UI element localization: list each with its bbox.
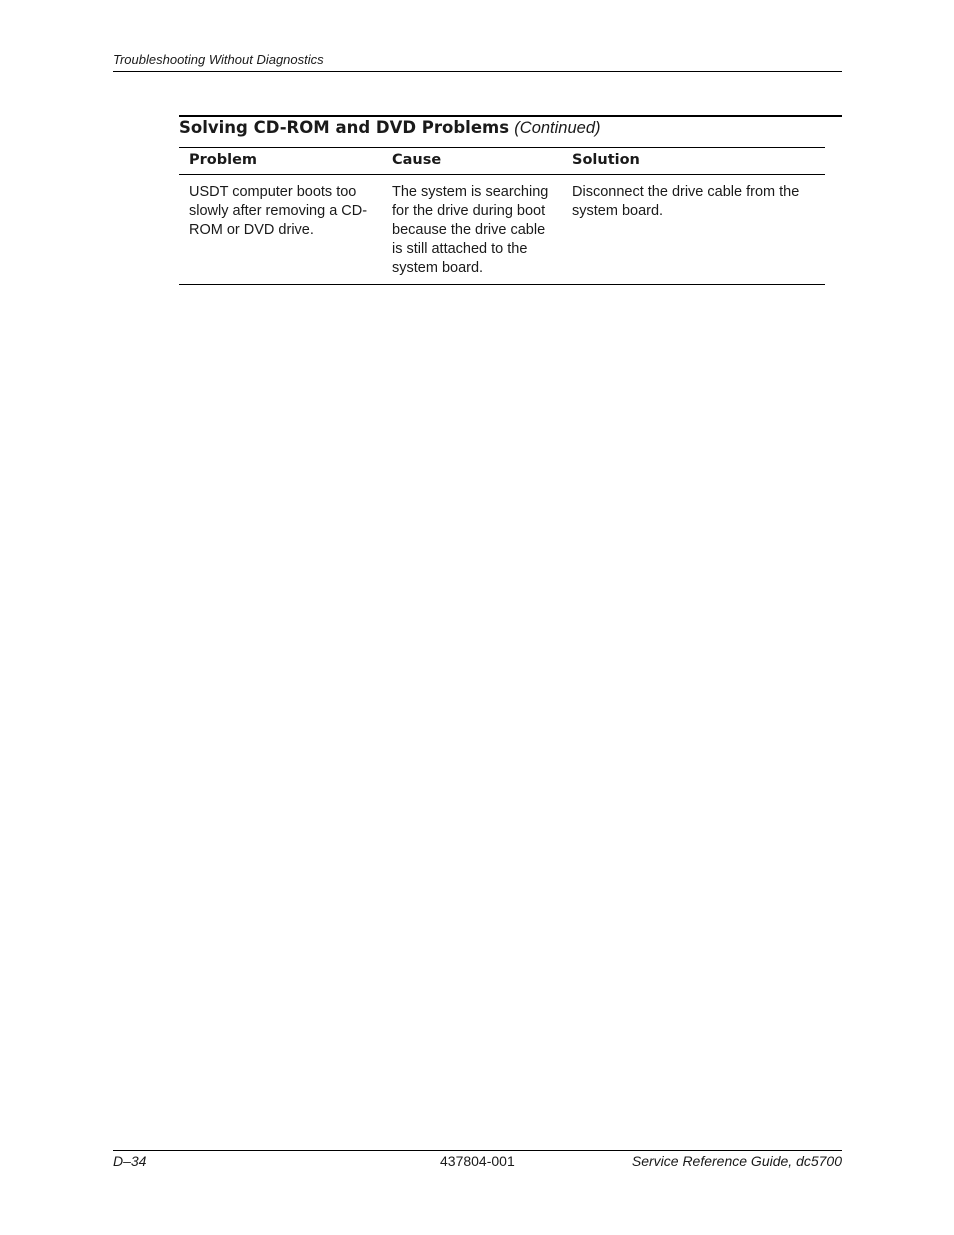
footer-divider xyxy=(113,1150,842,1151)
table-title-rule xyxy=(179,115,842,117)
part-number: 437804-001 xyxy=(440,1153,515,1169)
table-title-suffix: (Continued) xyxy=(514,119,601,137)
running-header: Troubleshooting Without Diagnostics xyxy=(113,52,324,67)
header-divider xyxy=(113,71,842,72)
column-header-problem: Problem xyxy=(179,148,382,175)
troubleshooting-table xyxy=(179,147,825,285)
guide-title: Service Reference Guide, dc5700 xyxy=(631,1153,842,1169)
solution-cell: Disconnect the drive cable from the system board. xyxy=(562,175,825,285)
page-number: D–34 xyxy=(113,1153,147,1169)
column-header-solution: Solution xyxy=(562,148,825,175)
column-header-cause: Cause xyxy=(382,148,562,175)
cause-cell: The system is searching for the drive during boot because the drive cable is still attached to the system board. xyxy=(382,175,562,285)
table-row xyxy=(179,175,825,285)
table-title xyxy=(179,118,601,138)
problem-cell: USDT computer boots too slowly after removing a CD-ROM or DVD drive. xyxy=(179,175,382,285)
table-header-row xyxy=(179,148,825,175)
table-title-text: Solving CD-ROM and DVD Problems xyxy=(179,118,510,137)
